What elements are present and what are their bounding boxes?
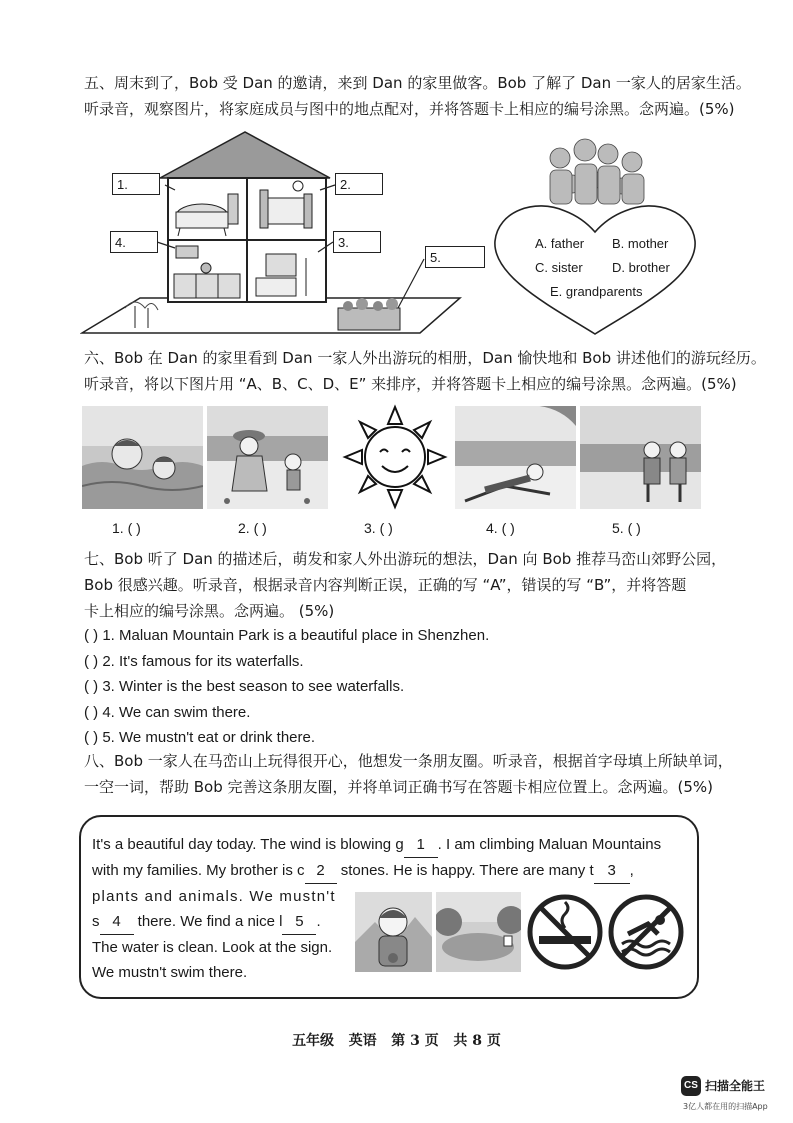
section5-line2: 听录音，观察图片，将家庭成员与图中的地点配对，并将答题卡上相应的编号涂黑。念两遍。(5%) bbox=[84, 100, 735, 118]
tf-item-2[interactable]: ( ) 2. It's famous for its waterfalls. bbox=[84, 652, 304, 670]
lake-picture bbox=[436, 892, 521, 972]
scanner-app-slogan: 3亿人都在用的扫描App bbox=[683, 1102, 768, 1111]
house-box-3[interactable]: 3. bbox=[333, 231, 381, 253]
tf-item-4[interactable]: ( ) 4. We can swim there. bbox=[84, 703, 251, 721]
no-swimming-sign-icon bbox=[606, 892, 686, 972]
section8-line2: 一空一词，帮助 Bob 完善这条朋友圈，并将单词正确书写在答题卡相应位置上。念两遍。(5%) bbox=[84, 778, 714, 796]
house-box-4[interactable]: 4. bbox=[110, 231, 158, 253]
photo-swimming bbox=[82, 406, 203, 509]
blank-5[interactable]: 5 bbox=[282, 909, 316, 935]
scanner-watermark bbox=[681, 1076, 793, 1120]
photo-grandparents bbox=[580, 406, 701, 509]
tf-item-5[interactable]: ( ) 5. We mustn't eat or drink there. bbox=[84, 729, 316, 746]
tf-item-3[interactable]: ( ) 3. Winter is the best season to see waterfalls. bbox=[84, 678, 405, 695]
no-smoking-sign-icon bbox=[525, 892, 605, 972]
blank-2[interactable]: 2 bbox=[305, 858, 337, 884]
section6-line1: 六、Bob 在 Dan 的家里看到 Dan 一家人外出游玩的相册，Dan 愉快地和 Bob 讲述他们的游玩经历。 bbox=[84, 349, 766, 367]
page-footer: 五年级 英语 第 3 页 共 8 页 bbox=[292, 1033, 501, 1049]
section6-line2: 听录音，将以下图片用 “A、B、C、D、E” 来排序，并将答题卡上相应的编号涂黑。念两遍。(5%) bbox=[84, 375, 737, 393]
family-heart-illustration bbox=[490, 136, 700, 336]
section8-instructions bbox=[84, 748, 784, 800]
passage-line-6: We mustn't swim there. bbox=[92, 964, 248, 981]
option-grandparents: E. grandparents bbox=[550, 284, 643, 299]
section5-line1: 五、周末到了，Bob 受 Dan 的邀请，来到 Dan 的家里做客。Bob 了解了 Dan 一家人的居家生活。 bbox=[84, 74, 751, 92]
passage-line-4: s 4 there. We find a nice l 5 . bbox=[92, 909, 692, 935]
passage-line-2: with my families. My brother is c 2 stones. He is happy. There are many t 3 , bbox=[92, 858, 692, 884]
scanner-app-name: 扫描全能王 bbox=[705, 1079, 766, 1093]
house-box-5[interactable]: 5. bbox=[425, 246, 485, 268]
section8-line1: 八、Bob 一家人在马峦山上玩得很开心，他想发一条朋友圈。听录音，根据首字母填上所缺单词， bbox=[84, 752, 733, 770]
option-brother: D. brother bbox=[612, 260, 670, 275]
photo-caption-2[interactable]: 2. ( ) bbox=[238, 520, 267, 536]
section7-line1: 七、Bob 听了 Dan 的描述后，萌发和家人外出游玩的想法，Dan 向 Bob 推荐马峦山郊野公园， bbox=[84, 550, 727, 568]
section5-instructions bbox=[84, 70, 784, 122]
passage-line-1: It's a beautiful day today. The wind is blowing g 1 . I am climbing Maluan Mountains bbox=[92, 832, 692, 858]
photo-caption-3[interactable]: 3. ( ) bbox=[364, 520, 393, 536]
blank-4[interactable]: 4 bbox=[100, 909, 134, 935]
option-sister: C. sister bbox=[535, 260, 583, 275]
boy-with-stones-picture bbox=[355, 892, 432, 972]
blank-3[interactable]: 3 bbox=[594, 858, 630, 884]
photo-caption-1[interactable]: 1. ( ) bbox=[112, 520, 141, 536]
photo-sun bbox=[340, 402, 450, 512]
option-father: A. father bbox=[535, 236, 585, 251]
section7-instructions bbox=[84, 546, 784, 624]
option-mother: B. mother bbox=[612, 236, 669, 251]
photo-caption-4[interactable]: 4. ( ) bbox=[486, 520, 515, 536]
scanner-logo-icon: CS bbox=[681, 1076, 701, 1096]
tf-item-1[interactable]: ( ) 1. Maluan Mountain Park is a beautiful place in Shenzhen. bbox=[84, 627, 490, 644]
house-box-2[interactable]: 2. bbox=[335, 173, 383, 195]
photo-caption-5[interactable]: 5. ( ) bbox=[612, 520, 641, 536]
passage-line-3: plants and animals. We mustn't bbox=[92, 888, 336, 905]
section6-instructions bbox=[84, 345, 784, 397]
true-false-list bbox=[84, 623, 734, 751]
house-box-1[interactable]: 1. bbox=[112, 173, 160, 195]
blank-1[interactable]: 1 bbox=[404, 832, 438, 858]
section7-line2: Bob 很感兴趣。听录音，根据录音内容判断正误，正确的写 “A”，错误的写 “B”，并将答题 bbox=[84, 576, 687, 594]
photo-sunbathing bbox=[455, 406, 576, 509]
section7-line3: 卡上相应的编号涂黑。念两遍。 (5%) bbox=[84, 602, 335, 620]
photo-beach bbox=[207, 406, 328, 509]
passage-line-5: The water is clean. Look at the sign. bbox=[92, 939, 333, 956]
